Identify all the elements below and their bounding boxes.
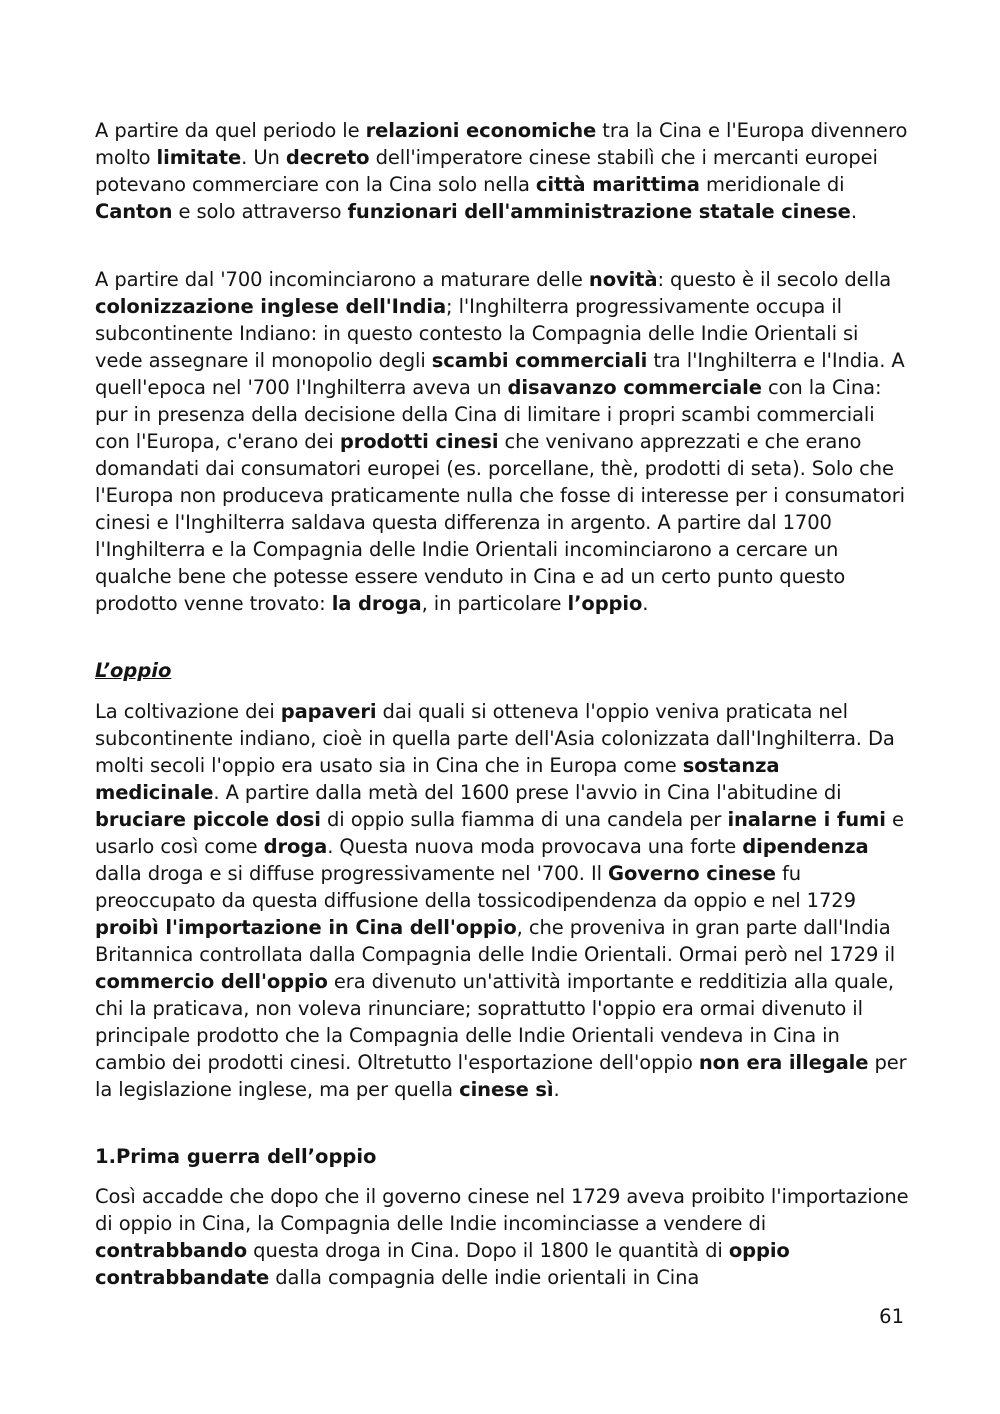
text-run: .: [553, 1078, 560, 1101]
text-run: . A partire dalla metà del 1600 prese l'avvio in Cina l'abitudine di: [213, 781, 842, 804]
bold-term: proibì l'importazione in Cina dell'oppio: [95, 916, 517, 939]
text-run: . Un: [241, 146, 286, 169]
text-run: di oppio sulla fiamma di una candela per: [320, 808, 728, 831]
bold-term: decreto: [285, 146, 370, 169]
text-run: La coltivazione dei: [95, 700, 281, 723]
text-run: : questo è il secolo della: [657, 268, 892, 291]
bold-term: contrabbando: [95, 1239, 248, 1262]
bold-term: disavanzo commerciale: [507, 376, 762, 399]
text-run: fu preoccupato da questa diffusione della tossicodipendenza da oppio e nel 1729: [95, 862, 856, 912]
section-heading-oppio: L’oppio: [95, 659, 172, 682]
text-run: , in particolare: [421, 592, 568, 615]
bold-term: funzionari dell'amministrazione statale cinese: [347, 200, 851, 223]
paragraph-colonization-india: [95, 266, 910, 617]
text-run: e solo attraverso: [172, 200, 348, 223]
chapter-heading-first-opium-war: 1.Prima guerra dell’oppio: [95, 1145, 377, 1168]
text-run: meridionale di: [699, 173, 845, 196]
bold-term: Canton: [95, 200, 173, 223]
bold-term: sostanza medicinale: [95, 754, 780, 804]
text-run: . Questa nuova moda provocava una forte: [327, 835, 743, 858]
text-run: dai quali si otteneva l'oppio veniva praticata nel subcontinente indiano, cioè in quella parte dell'Asia colonizzata dall'Inghilterra. Da molti secoli l'oppio era usato sia in Cina che in Europa come: [95, 700, 895, 777]
bold-term: colonizzazione inglese dell'India: [95, 295, 447, 318]
text-run: che venivano apprezzati e che erano domandati dai consumatori europei (es. porcellane, thè, prodotti di seta). Solo che l'Europa non produceva praticamente nulla che fosse di interesse per i consumatori cinesi e l'Inghilterra saldava questa differenza in argento. A partire dal 1700 l'Inghilterra e la Compagnia delle Indie Orientali incominciarono a cercare un qualche bene che potesse essere venduto in Cina e ad un certo punto questo prodotto venne trovato:: [95, 430, 905, 615]
bold-term: non era illegale: [698, 1051, 869, 1074]
bold-term: droga: [263, 835, 328, 858]
text-run: , che proveniva in gran parte dall'India Britannica controllata dalla Compagnia delle Indie Orientali. Ormai però nel 1729 il: [95, 916, 896, 966]
bold-term: papaveri: [280, 700, 377, 723]
text-run: A partire dal '700 incominciarono a maturare delle: [95, 268, 589, 291]
text-run: e usarlo così come: [95, 808, 904, 858]
text-run: .: [850, 200, 857, 223]
text-run: dell'imperatore cinese stabilì che i mercanti europei potevano commerciare con la Cina solo nella: [95, 146, 878, 196]
text-run: tra l'Inghilterra e l'India. A quell'epoca nel '700 l'Inghilterra aveva un: [95, 349, 905, 399]
text-run: .: [642, 592, 649, 615]
bold-term: inalarne i fumi: [727, 808, 886, 831]
bold-term: limitate: [156, 146, 242, 169]
bold-term: novità: [588, 268, 658, 291]
page-number: 61: [879, 1305, 904, 1328]
text-run: Così accadde che dopo che il governo cinese nel 1729 aveva proibito l'importazione di oppio in Cina, la Compagnia delle Indie incominciasse a vendere di: [95, 1185, 909, 1235]
bold-term: città marittima: [535, 173, 700, 196]
text-run: dalla compagnia delle indie orientali in Cina: [269, 1266, 700, 1289]
bold-term: bruciare piccole dosi: [95, 808, 321, 831]
bold-term: relazioni economiche: [365, 119, 597, 142]
bold-term: scambi commerciali: [431, 349, 648, 372]
bold-term: l’oppio: [567, 592, 643, 615]
bold-term: dipendenza: [742, 835, 869, 858]
bold-term: prodotti cinesi: [339, 430, 499, 453]
paragraph-canton-trade: [95, 117, 910, 225]
bold-term: oppio contrabbandate: [95, 1239, 790, 1289]
text-run: ; l'Inghilterra progressivamente occupa il subcontinente Indiano: in questo contesto la Compagnia delle Indie Orientali si vede assegnare il monopolio degli: [95, 295, 859, 372]
bold-term: cinese sì: [459, 1078, 554, 1101]
text-run: A partire da quel periodo le: [95, 119, 366, 142]
text-run: tra la Cina e l'Europa divennero molto: [95, 119, 908, 169]
text-run: con la Cina: pur in presenza della decisione della Cina di limitare i propri scambi commerciali con l'Europa, c'erano dei: [95, 376, 882, 453]
text-run: dalla droga e si diffuse progressivamente nel '700. Il: [95, 862, 609, 885]
text-run: questa droga in Cina. Dopo il 1800 le quantità di: [247, 1239, 729, 1262]
paragraph-smuggling: [95, 1183, 910, 1291]
bold-term: la droga: [331, 592, 422, 615]
bold-term: Governo cinese: [608, 862, 776, 885]
paragraph-opium-cultivation: [95, 698, 910, 1103]
bold-term: commercio dell'oppio: [95, 970, 328, 993]
text-run: era divenuto un'attività importante e redditizia alla quale, chi la praticava, non voleva rinunciare; soprattutto l'oppio era ormai divenuto il principale prodotto che la Compagnia delle Indie Orientali vendeva in Cina in cambio dei prodotti cinesi. Oltretutto l'esportazione dell'oppio: [95, 970, 894, 1074]
text-run: per la legislazione inglese, ma per quella: [95, 1051, 907, 1101]
